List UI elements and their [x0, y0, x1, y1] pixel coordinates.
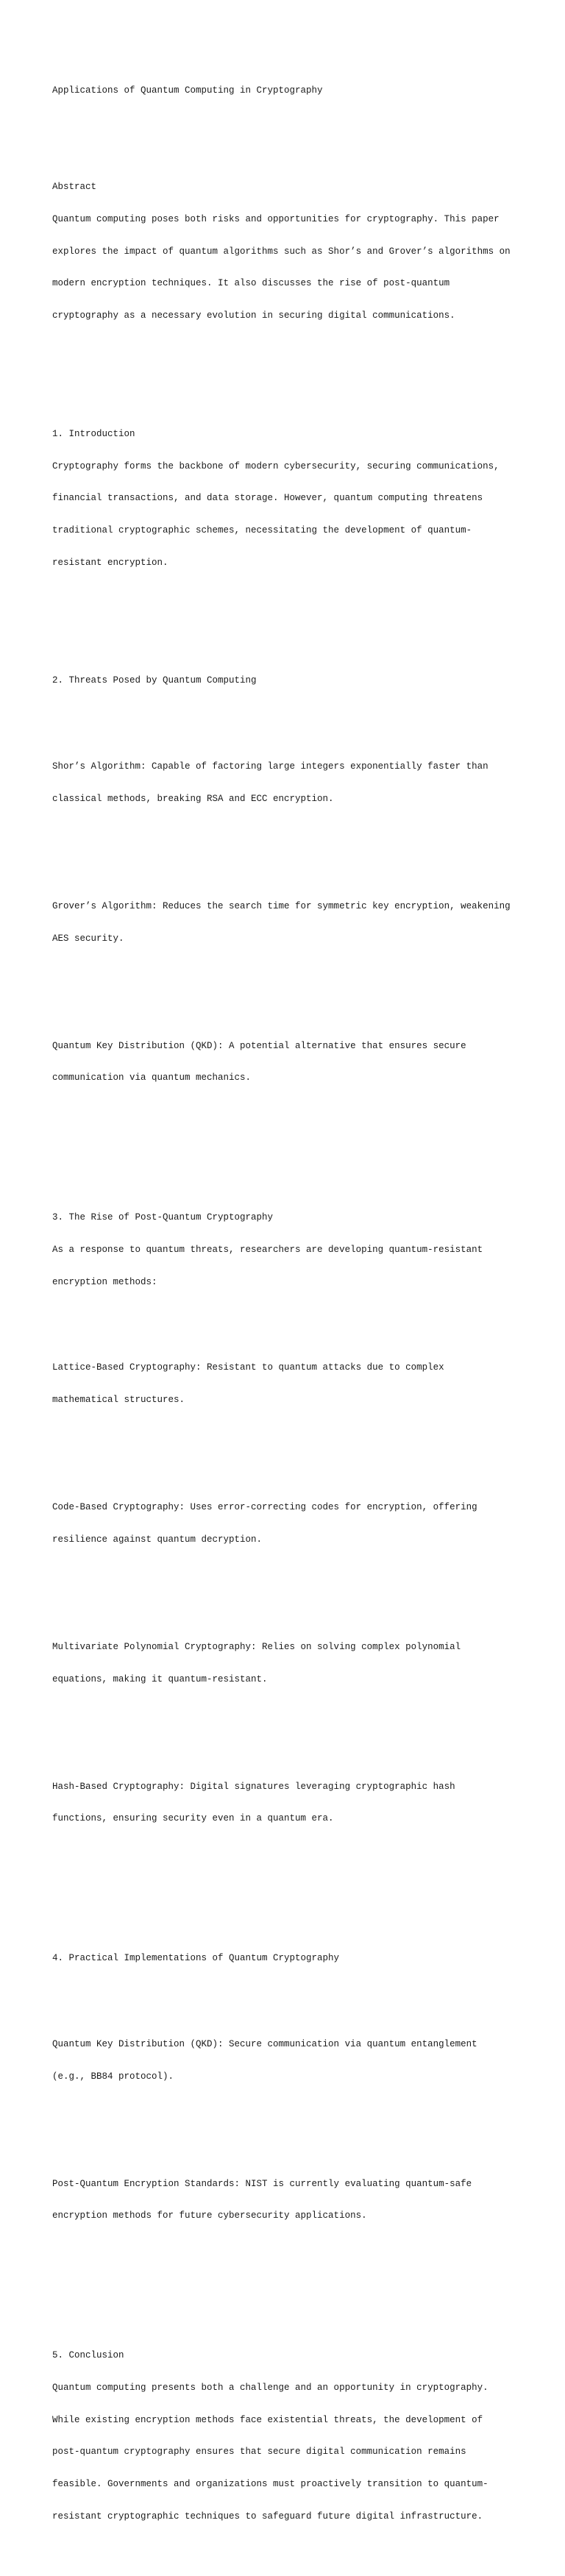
spacer	[52, 1889, 530, 1900]
paragraph-line: mathematical structures.	[52, 1395, 185, 1406]
paragraph-line: resistant encryption.	[52, 557, 168, 568]
spacer	[52, 1148, 530, 1159]
spacer	[52, 1309, 530, 1320]
section-heading: 3. The Rise of Post-Quantum Cryptography	[52, 1212, 274, 1223]
list-item-grovers-algorithm	[52, 880, 530, 966]
spacer	[52, 987, 530, 998]
document-title: Applications of Quantum Computing in Cryptography	[52, 85, 323, 96]
list-item-qkd-implementation	[52, 2018, 530, 2104]
paragraph-line: equations, making it quantum-resistant.	[52, 1673, 268, 1684]
post-quantum-section	[52, 1191, 530, 1867]
abstract-line: Quantum computing poses both risks and opportunities for cryptography. This paper	[52, 213, 500, 224]
paragraph-line: AES security.	[52, 933, 124, 944]
abstract-line: explores the impact of quantum algorithms such as Shor’s and Grover’s algorithms on	[52, 246, 511, 257]
section-heading: 2. Threats Posed by Quantum Computing	[52, 675, 257, 686]
paragraph-line: Hash-Based Cryptography: Digital signatures leveraging cryptographic hash	[52, 1781, 455, 1792]
spacer	[52, 1728, 530, 1739]
spacer	[52, 364, 530, 375]
paragraph-line: Lattice-Based Cryptography: Resistant to quantum attacks due to complex	[52, 1362, 444, 1373]
section-heading: 5. Conclusion	[52, 2350, 124, 2361]
paragraph-line: financial transactions, and data storage. However, quantum computing threatens	[52, 493, 483, 504]
spacer	[52, 2125, 530, 2136]
section-heading: 1. Introduction	[52, 428, 135, 439]
spacer	[52, 847, 530, 858]
list-item-qkd	[52, 1019, 530, 1105]
paragraph-line: resilience against quantum decryption.	[52, 1534, 263, 1545]
paragraph-line: While existing encryption methods face existential threats, the development of	[52, 2414, 483, 2425]
paragraph-line: (e.g., BB84 protocol).	[52, 2071, 174, 2082]
paragraph-line: traditional cryptographic schemes, necessitating the development of quantum-	[52, 525, 472, 536]
paragraph-line: functions, ensuring security even in a quantum era.	[52, 1813, 334, 1824]
list-item-lattice-based	[52, 1341, 530, 1427]
implementations-section	[52, 1932, 530, 2264]
paragraph-line: Quantum Key Distribution (QKD): A potential alternative that ensures secure	[52, 1040, 466, 1051]
section-heading: 4. Practical Implementations of Quantum Cryptography	[52, 1953, 340, 1964]
spacer	[52, 1985, 530, 1996]
list-item-multivariate-polynomial	[52, 1620, 530, 1707]
conclusion-section	[52, 2329, 530, 2544]
spacer	[52, 611, 530, 622]
abstract-line: modern encryption techniques. It also discusses the rise of post-quantum	[52, 278, 450, 289]
list-item-pq-standards	[52, 2157, 530, 2243]
spacer	[52, 708, 530, 719]
paragraph-line: resistant cryptographic techniques to safeguard future digital infrastructure.	[52, 2511, 483, 2522]
list-item-hash-based	[52, 1760, 530, 1846]
threats-section	[52, 654, 530, 1126]
paragraph-line: post-quantum cryptography ensures that secure digital communication remains	[52, 2447, 466, 2458]
abstract-section	[52, 160, 530, 343]
paragraph-line: classical methods, breaking RSA and ECC encryption.	[52, 793, 334, 804]
spacer	[52, 2286, 530, 2297]
paragraph-line: encryption methods for future cybersecurity applications.	[52, 2210, 367, 2221]
spacer	[52, 118, 530, 129]
paragraph-line: Quantum computing presents both a challenge and an opportunity in cryptography.	[52, 2382, 488, 2393]
paragraph-line: Multivariate Polynomial Cryptography: Relies on solving complex polynomial	[52, 1641, 461, 1652]
paragraph-line: Grover’s Algorithm: Reduces the search time for symmetric key encryption, weakening	[52, 900, 511, 911]
abstract-line: cryptography as a necessary evolution in securing digital communications.	[52, 310, 455, 321]
paragraph-line: communication via quantum mechanics.	[52, 1072, 252, 1084]
spacer	[52, 1448, 530, 1459]
paragraph-line: Code-Based Cryptography: Uses error-correcting codes for encryption, offering	[52, 1502, 477, 1513]
paragraph-line: As a response to quantum threats, researchers are developing quantum-resistant	[52, 1244, 483, 1255]
abstract-heading: Abstract	[52, 182, 97, 193]
paragraph-line: Cryptography forms the backbone of modern cybersecurity, securing communications,	[52, 460, 500, 472]
paragraph-line: feasible. Governments and organizations must proactively transition to quantum-	[52, 2479, 488, 2490]
list-item-code-based	[52, 1481, 530, 1567]
paragraph-line: encryption methods:	[52, 1276, 157, 1287]
paragraph-line: Post-Quantum Encryption Standards: NIST is currently evaluating quantum-safe	[52, 2178, 472, 2189]
introduction-section	[52, 408, 530, 590]
list-item-shors-algorithm	[52, 740, 530, 826]
document-body	[52, 53, 530, 2576]
paragraph-line: Shor’s Algorithm: Capable of factoring large integers exponentially faster than	[52, 761, 488, 772]
paragraph-line: Quantum Key Distribution (QKD): Secure communication via quantum entanglement	[52, 2038, 477, 2049]
spacer	[52, 1588, 530, 1599]
